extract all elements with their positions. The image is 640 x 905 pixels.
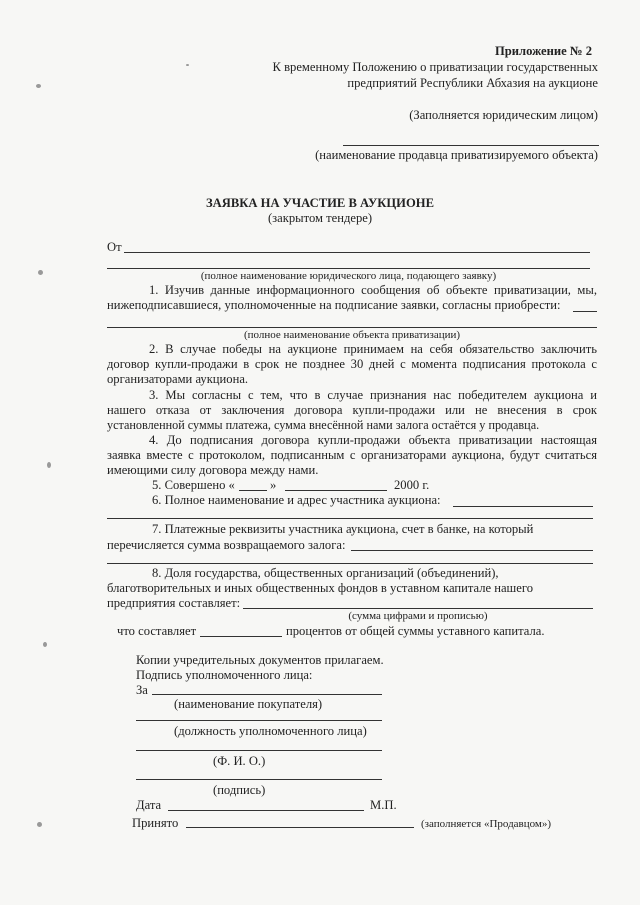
form-title: ЗАЯВКА НА УЧАСТИЕ В АУКЦИОНЕ xyxy=(206,196,434,210)
position-line[interactable] xyxy=(136,720,382,721)
object-name-line[interactable] xyxy=(107,327,597,328)
accepted-label: Принято xyxy=(132,816,179,830)
applicant-name-line-1[interactable] xyxy=(124,252,590,253)
clause-5-year: 2000 г. xyxy=(394,478,430,492)
clause-3-line-1: 3. Мы согласны с тем, что в случае признания нас победителем аукциона и xyxy=(149,388,597,402)
clause-8-line-1: 8. Доля государства, общественных организаций (объединений), xyxy=(152,566,499,580)
on-behalf-label: За xyxy=(136,683,148,697)
day-field[interactable] xyxy=(239,490,267,491)
clause-5-quote-close: » xyxy=(270,478,277,492)
accepted-note: (заполняется «Продавцом») xyxy=(421,818,552,830)
clause-8-line-3: предприятия составляет: xyxy=(107,596,241,610)
clause-4-line-2: заявка вместе с протоколом, подписанным с организаторами аукциона, будут считаться xyxy=(107,448,597,462)
clause-1-line-1: 1. Изучив данные информационного сообщения об объекте приватизации, мы, xyxy=(149,283,597,297)
scan-speck xyxy=(47,462,51,468)
applicant-name-caption: (полное наименование юридического лица, подающего заявку) xyxy=(200,270,497,282)
scan-speck xyxy=(36,84,41,88)
month-field[interactable] xyxy=(285,490,387,491)
scan-speck xyxy=(43,642,47,647)
clause-6-text: 6. Полное наименование и адрес участника аукциона: xyxy=(152,493,441,507)
full-name-line[interactable] xyxy=(136,750,382,751)
clause-2-line-1: 2. В случае победы на аукционе принимаем на себя обязательство заключить xyxy=(149,342,597,356)
scan-speck xyxy=(38,270,43,275)
regulation-reference-line-2: предприятий Республики Абхазия на аукционе xyxy=(347,76,598,90)
share-percent-suffix: процентов от общей суммы уставного капитала. xyxy=(286,624,545,638)
date-label: Дата xyxy=(136,798,162,812)
scan-speck xyxy=(37,822,42,827)
seller-name-caption: (наименование продавца приватизируемого объекта) xyxy=(315,148,598,162)
accepted-field[interactable] xyxy=(186,827,414,828)
full-name-caption: (Ф. И. О.) xyxy=(213,754,266,768)
form-subtitle: (закрытом тендере) xyxy=(267,211,373,225)
seller-name-line[interactable] xyxy=(343,145,599,146)
appendix-number: Приложение № 2 xyxy=(494,44,592,58)
clause-4-line-3: имеющими силу договора между нами. xyxy=(107,463,319,477)
from-label: От xyxy=(107,240,122,254)
clause-7-line-1: 7. Платежные реквизиты участника аукциона, счет в банке, на который xyxy=(152,522,534,536)
stamp-place-label: М.П. xyxy=(370,798,397,812)
applicant-name-line-2[interactable] xyxy=(107,268,590,269)
buyer-name-caption: (наименование покупателя) xyxy=(174,697,323,711)
clause-3-line-3: установленной суммы платежа, сумма внесённой нами залога остаётся у продавца. xyxy=(107,418,540,432)
participant-address-line-1[interactable] xyxy=(453,506,593,507)
state-share-line[interactable] xyxy=(243,608,593,609)
signature-line[interactable] xyxy=(136,779,382,780)
signer-label: Подпись уполномоченного лица: xyxy=(136,668,313,682)
share-percent-field[interactable] xyxy=(200,636,282,637)
scan-speck xyxy=(186,64,189,66)
bank-details-line-1[interactable] xyxy=(351,550,593,551)
regulation-reference-line-1: К временному Положению о приватизации государственных xyxy=(272,60,598,74)
copies-attached-note: Копии учредительных документов прилагаем. xyxy=(136,653,384,667)
clause-2-line-3: организаторами аукциона. xyxy=(107,372,249,386)
share-percent-prefix: что составляет xyxy=(117,624,197,638)
buyer-name-line[interactable] xyxy=(152,694,382,695)
clause-4-line-1: 4. До подписания договора купли-продажи объекта приватизации настоящая xyxy=(149,433,597,447)
clause-3-line-2: нашего отказа от заключения договора купли-продажи или не внесения в срок xyxy=(107,403,597,417)
clause-2-line-2: договор купли-продажи в срок не позднее 30 дней с момента подписания протокола с xyxy=(107,357,597,371)
date-field[interactable] xyxy=(168,810,364,811)
position-caption: (должность уполномоченного лица) xyxy=(174,724,367,738)
signature-caption: (подпись) xyxy=(213,783,266,797)
state-share-caption: (сумма цифрами и прописью) xyxy=(348,610,488,622)
bank-details-line-2[interactable] xyxy=(107,563,593,564)
object-name-tail-line[interactable] xyxy=(573,311,597,312)
participant-address-line-2[interactable] xyxy=(107,518,593,519)
clause-8-line-2: благотворительных и иных общественных фондов в уставном капитале нашего xyxy=(107,581,533,595)
clause-5-prefix: 5. Совершено « xyxy=(152,478,235,492)
clause-7-line-2: перечисляется сумма возвращаемого залога: xyxy=(107,538,346,552)
filled-by-note: (Заполняется юридическим лицом) xyxy=(409,108,598,122)
clause-1-line-2: нижеподписавшиеся, уполномоченные на подписание заявки, согласны приобрести: xyxy=(107,298,561,312)
object-name-caption: (полное наименование объекта приватизации) xyxy=(243,329,461,341)
